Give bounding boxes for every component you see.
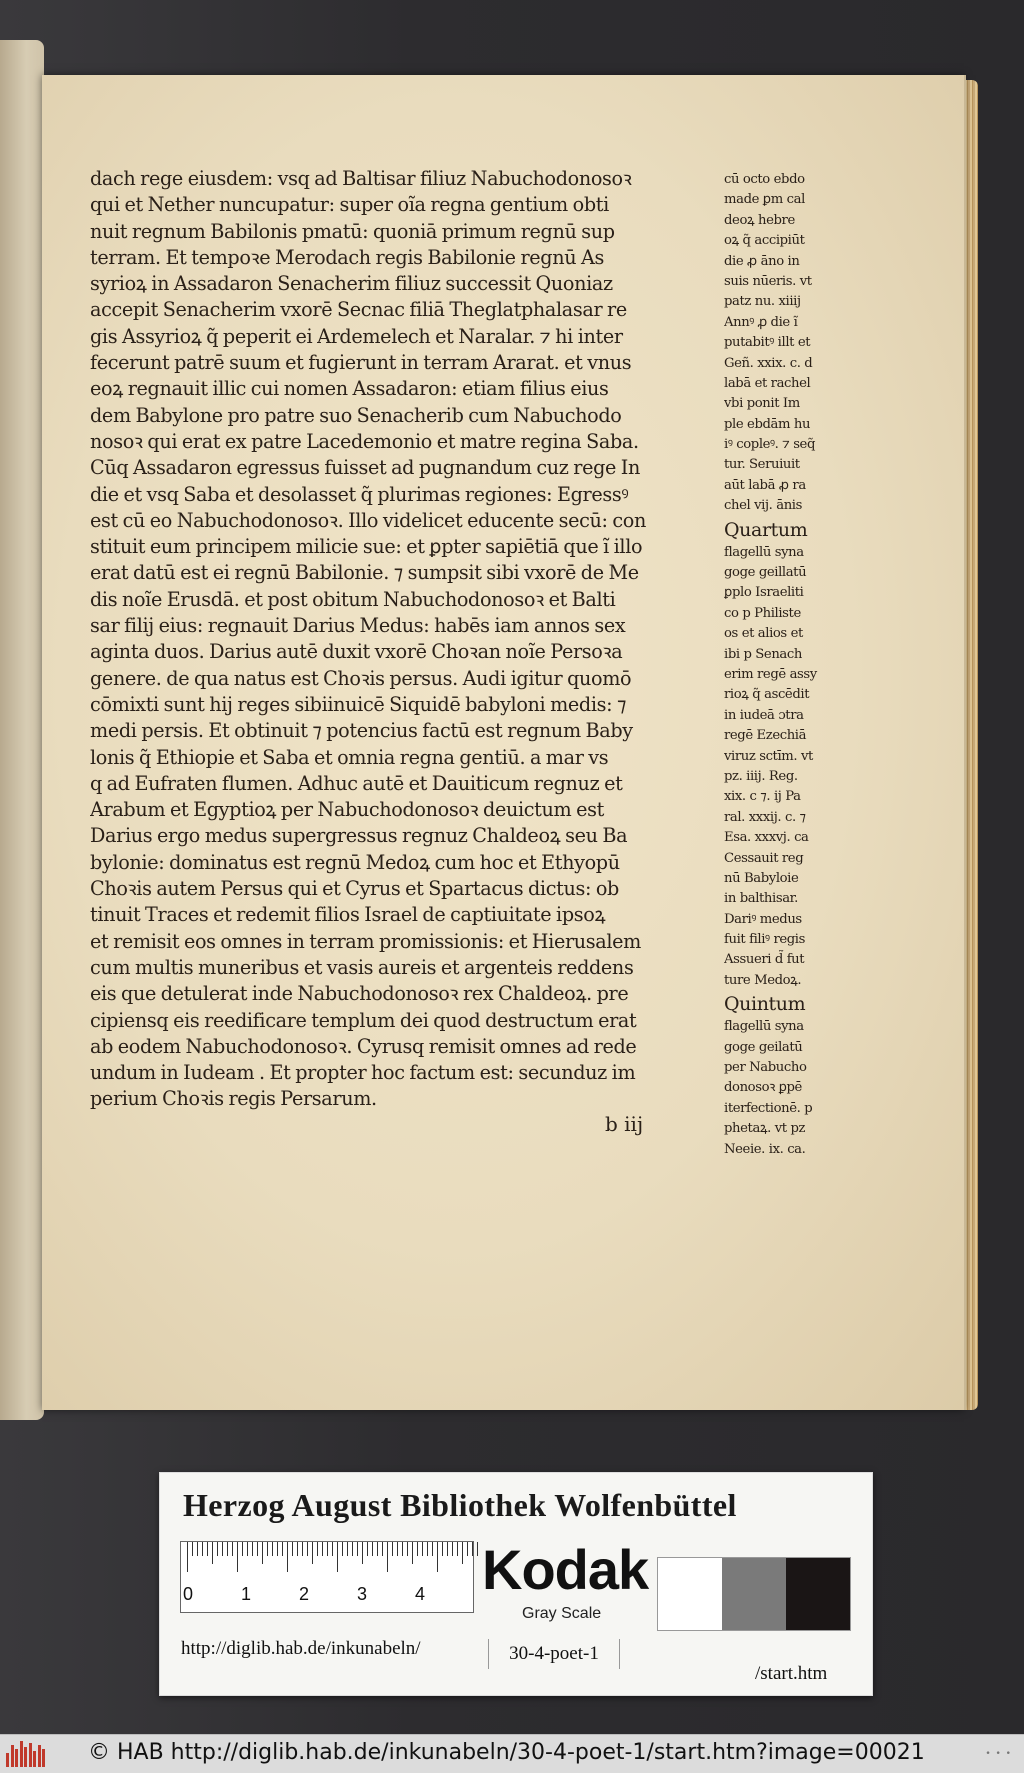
signature-mark: b iij (605, 1112, 644, 1136)
text-line: Arabum et Egyptioꝝ per Nabuchodonosoꝛ deuictum est (90, 798, 604, 822)
ruler-tick (367, 1542, 368, 1556)
text-line: medi persis. Et obtinuit ⁊ potencius factū est regnum Baby (90, 719, 633, 743)
ruler-tick (322, 1542, 323, 1556)
margin-note-line: nū Babyloie (724, 870, 799, 886)
ruler-tick (432, 1542, 433, 1556)
ruler-tick (302, 1542, 303, 1556)
text-line: Cūq Assadaron egressus fuisset ad pugnandum cuz rege In (90, 456, 641, 480)
ruler-tick (257, 1542, 258, 1556)
margin-note-line: Quintum (724, 993, 806, 1016)
margin-note-line: Assueri d̃ fut (724, 952, 805, 968)
margin-note-line: aūt labā ꝓ ra (724, 477, 806, 493)
margin-note-line: rioꝝ q̃ ascēdit (724, 687, 810, 703)
margin-note-line: goge geilatū (724, 1039, 803, 1055)
margin-note-line: patz nu. xiiij (724, 294, 801, 310)
text-line: nosoꝛ qui erat ex patre Lacedemonio et matre regina Saba. (90, 429, 639, 453)
footer-url-text[interactable]: © HAB http://diglib.hab.de/inkunabeln/30-4-poet-1/start.htm?image=00021 (88, 1740, 925, 1765)
logo-bar (15, 1749, 18, 1767)
ruler-tick (347, 1542, 348, 1556)
margin-note-line: erim regē assy (724, 666, 817, 682)
ruler-tick (317, 1542, 318, 1556)
margin-note-line: xix. c ⁊. ij Pa (724, 789, 801, 805)
margin-note-line: donosoꝛ ꝑpē (724, 1080, 802, 1096)
ruler-number: 0 (183, 1584, 194, 1604)
text-line: sar filij eius: regnauit Darius Medus: habēs iam annos sex (90, 614, 626, 638)
ruler-tick (372, 1542, 373, 1556)
text-line: qui et Nether nuncupatur: super oĩa regna gentium obti (90, 193, 609, 217)
margin-note-line: die ꝓ āno in (724, 253, 800, 269)
margin-note-line: phetaꝝ. vt pz (724, 1121, 806, 1137)
margin-note-line: chel vij. ānis (724, 498, 802, 514)
text-line: est cū eo Nabuchodonosoꝛ. Illo videlicet educente secū: con (90, 508, 646, 532)
ruler-tick (447, 1542, 448, 1556)
logo-bar (20, 1741, 23, 1767)
logo-bar (38, 1745, 41, 1767)
ruler-tick (242, 1542, 243, 1556)
logo-bar (24, 1747, 27, 1767)
ruler-tick (387, 1542, 388, 1572)
text-line: terram. Et tempoꝛe Merodach regis Babilonie regnū As (90, 245, 604, 269)
start-path-label: /start.htm (755, 1663, 828, 1684)
ruler-tick (422, 1542, 423, 1556)
ruler-tick (467, 1542, 468, 1556)
margin-note-line: fuit filiꝰ regis (724, 932, 805, 948)
card-url: http://diglib.hab.de/inkunabeln/ (181, 1638, 421, 1659)
margin-note-line: pz. iiij. Reg. (724, 768, 798, 784)
text-line: fecerunt patrē suum et fugierunt in terram Ararat. et vnus (90, 351, 632, 375)
ruler-tick (442, 1542, 443, 1556)
ruler-tick (462, 1542, 463, 1564)
margin-note-line: flagellū syna (724, 1019, 804, 1035)
facing-page-edge (0, 40, 44, 1420)
margin-notes-column (724, 170, 854, 1160)
ruler-tick (207, 1542, 208, 1556)
text-line: perium Choꝛis regis Persarum. (90, 1087, 377, 1111)
margin-note-line: viruz sctīm. vt (724, 748, 813, 764)
hab-logo-icon (6, 1741, 46, 1767)
logo-bar (42, 1749, 45, 1767)
margin-note-line: co p Philiste (724, 605, 801, 621)
ruler-tick (342, 1542, 343, 1556)
margin-note-line: iꝰ copleꝰ. ⁊ seq̃ (724, 437, 816, 453)
text-line: et remisit eos omnes in terram promissionis: et Hierusalem (90, 929, 642, 953)
text-line: die et vsq Saba et desolasset q̃ plurimas regiones: Egressꝰ (90, 482, 629, 506)
ruler-tick (227, 1542, 228, 1556)
kodak-logo: Kodak (482, 1538, 649, 1601)
ruler-tick (197, 1542, 198, 1556)
margin-note-line: ral. xxxij. c. ⁊ (724, 809, 806, 825)
ruler-number: 3 (357, 1584, 368, 1604)
margin-note-line: ple ebdām hu (724, 416, 811, 432)
ruler-number: 2 (299, 1584, 310, 1604)
margin-note-line: Annꝰ ꝓ die ĩ (724, 314, 798, 330)
main-text-column (90, 166, 730, 1113)
logo-bar (33, 1751, 36, 1767)
library-title: Herzog August Bibliothek Wolfenbüttel (183, 1487, 737, 1523)
gray-swatch (786, 1558, 850, 1630)
margin-note-line: labā et rachel (724, 375, 811, 391)
measurement-ruler (180, 1541, 474, 1613)
ruler-tick (472, 1542, 473, 1556)
text-line: erat datū est ei regnū Babilonie. ⁊ sumpsit sibi vxorē de Me (90, 561, 639, 585)
margin-note-line: Quartum (724, 518, 808, 541)
ruler-number: 4 (415, 1584, 426, 1604)
shelfmark-label: 30-4-poet-1 (488, 1639, 620, 1669)
margin-note-line: in iudeā ɔtra (724, 707, 804, 723)
text-line: lonis q̃ Ethiopie et Saba et omnia regna gentiū. a mar vs (90, 745, 609, 769)
ruler-number: 1 (241, 1584, 252, 1604)
ruler-tick (332, 1542, 333, 1556)
margin-note-line: goge geillatū (724, 565, 807, 581)
margin-note-line: Cessauit reg (724, 850, 804, 866)
text-line: Choꝛis autem Persus qui et Cyrus et Spartacus dictus: ob (90, 877, 619, 901)
gray-swatches (657, 1557, 851, 1631)
ruler-tick (437, 1542, 438, 1572)
ruler-tick (352, 1542, 353, 1556)
ruler-tick (277, 1542, 278, 1556)
color-calibration-card (159, 1472, 873, 1696)
ruler-tick (292, 1542, 293, 1556)
margin-note-line: ꝑplo Israeliti (724, 585, 804, 601)
ruler-tick (477, 1542, 478, 1556)
ruler-tick (412, 1542, 413, 1564)
text-line: cōmixti sunt hij reges sibiinuicē Siquidē babyloni medis: ⁊ (90, 692, 627, 716)
margin-note-line: made ꝑm cal (724, 192, 805, 208)
ruler-tick (407, 1542, 408, 1556)
ruler-tick (262, 1542, 263, 1564)
ruler-tick (187, 1542, 188, 1572)
margin-note-line: iterfectionē. p (724, 1100, 813, 1116)
ruler-tick (327, 1542, 328, 1556)
margin-note-line: Dariꝰ medus (724, 911, 802, 927)
margin-note-line: putabitꝰ illt et (724, 335, 811, 351)
text-line: ab eodem Nabuchodonosoꝛ. Cyrusq remisit omnes ad rede (90, 1034, 637, 1058)
ruler-tick (362, 1542, 363, 1564)
margin-note-line: vbi ponit Im (724, 396, 800, 412)
ruler-tick (417, 1542, 418, 1556)
text-line: undum in Iudeam . Et propter hoc factum est: secunduz im (90, 1061, 636, 1085)
text-line: eoꝝ regnauit illic cui nomen Assadaron: etiam filius eius (90, 377, 609, 401)
text-line: Darius ergo medus supergressus regnuz Chaldeoꝝ seu Ba (90, 824, 628, 848)
text-line: aginta duos. Darius autē duxit vxorē Choꝛan noĩe Persoꝛa (90, 640, 623, 664)
margin-note-line: per Nabucho (724, 1060, 807, 1076)
ruler-tick (192, 1542, 193, 1556)
margin-note-line: cū octo ebdo (724, 172, 805, 187)
footer-bar (0, 1734, 1024, 1773)
footer-dots: • • • (985, 1749, 1012, 1759)
margin-note-line: Geñ. xxix. c. d (724, 355, 813, 371)
margin-note-line: ibi p Senach (724, 646, 802, 662)
text-line: dis noĩe Erusdā. et post obitum Nabuchodonosoꝛ et Balti (90, 587, 616, 611)
logo-bar (29, 1743, 32, 1767)
ruler-tick (282, 1542, 283, 1556)
text-line: syrioꝝ in Assadaron Senacherim filiuz successit Quoniaz (90, 272, 613, 296)
ruler-tick (297, 1542, 298, 1556)
text-line: cipiensq eis reedificare templum dei quod destructum erat (90, 1008, 637, 1032)
margin-note-line: os et alios et (724, 626, 803, 642)
margin-note-line: oꝝ q̃ accipiūt (724, 233, 805, 249)
text-line: stituit eum principem milicie sue: et ꝑpter sapiētiā que ĩ illo (90, 535, 643, 559)
gray-swatch (722, 1558, 786, 1630)
ruler-tick (377, 1542, 378, 1556)
ruler-tick (217, 1542, 218, 1556)
text-line: gis Assyrioꝝ q̃ peperit ei Ardemelech et Naralar. ⁊ hi inter (90, 324, 623, 348)
ruler-tick (307, 1542, 308, 1556)
ruler-tick (357, 1542, 358, 1556)
text-line: bylonie: dominatus est regnū Medoꝝ cum hoc et Ethyopū (90, 850, 620, 874)
ruler-tick (402, 1542, 403, 1556)
text-line: eis que detulerat inde Nabuchodonosoꝛ rex Chaldeoꝝ. pre (90, 982, 629, 1006)
margin-note-line: deoꝝ hebre (724, 212, 795, 228)
ruler-tick (212, 1542, 213, 1564)
logo-bar (6, 1753, 9, 1767)
ruler-tick (397, 1542, 398, 1556)
margin-note-line: flagellū syna (724, 544, 804, 560)
ruler-tick (247, 1542, 248, 1556)
ruler-tick (382, 1542, 383, 1556)
ruler-tick (252, 1542, 253, 1556)
text-line: genere. de qua natus est Choꝛis persus. Audi igitur quomō (90, 666, 632, 690)
gray-swatch (658, 1558, 722, 1630)
ruler-tick (272, 1542, 273, 1556)
margin-note-line: tur. Seruiuit (724, 457, 800, 473)
ruler-tick (457, 1542, 458, 1556)
text-line: cum multis muneribus et vasis aureis et argenteis reddens (90, 955, 634, 979)
ruler-tick (237, 1542, 238, 1572)
text-line: tinuit Traces et redemit filios Israel de captiuitate ipsoꝝ (90, 903, 606, 927)
text-line: q ad Eufraten flumen. Adhuc autē et Dauiticum regnuz et (90, 771, 623, 795)
margin-note-line: suis nūeris. vt (724, 273, 812, 289)
ruler-tick (337, 1542, 338, 1572)
ruler-tick (392, 1542, 393, 1556)
text-line: nuit regnum Babilonis pmatū: quoniā primum regnū sup (90, 219, 615, 243)
margin-note-line: ture Medoꝝ. (724, 972, 802, 988)
ruler-tick (222, 1542, 223, 1556)
margin-note-line: in balthisar. (724, 891, 798, 907)
ruler-tick (202, 1542, 203, 1556)
ruler-tick (267, 1542, 268, 1556)
margin-note-line: Esa. xxxvj. ca (724, 830, 809, 846)
ruler-tick (312, 1542, 313, 1564)
text-line: dem Babylone pro patre suo Senacherib cum Nabuchodo (90, 403, 622, 427)
gray-scale-label: Gray Scale (522, 1605, 602, 1622)
ruler-tick (452, 1542, 453, 1556)
text-line: accepit Senacherim vxorē Secnac filiā Theglatphalasar re (90, 298, 627, 322)
margin-note-line: Neeie. ix. ca. (724, 1141, 806, 1157)
logo-bar (11, 1745, 14, 1767)
ruler-tick (232, 1542, 233, 1556)
ruler-tick (287, 1542, 288, 1572)
margin-note-line: regē Ezechiā (724, 728, 807, 744)
text-line: dach rege eiusdem: vsq ad Baltisar filiuz Nabuchodonosoꝛ (90, 167, 632, 190)
ruler-tick (427, 1542, 428, 1556)
